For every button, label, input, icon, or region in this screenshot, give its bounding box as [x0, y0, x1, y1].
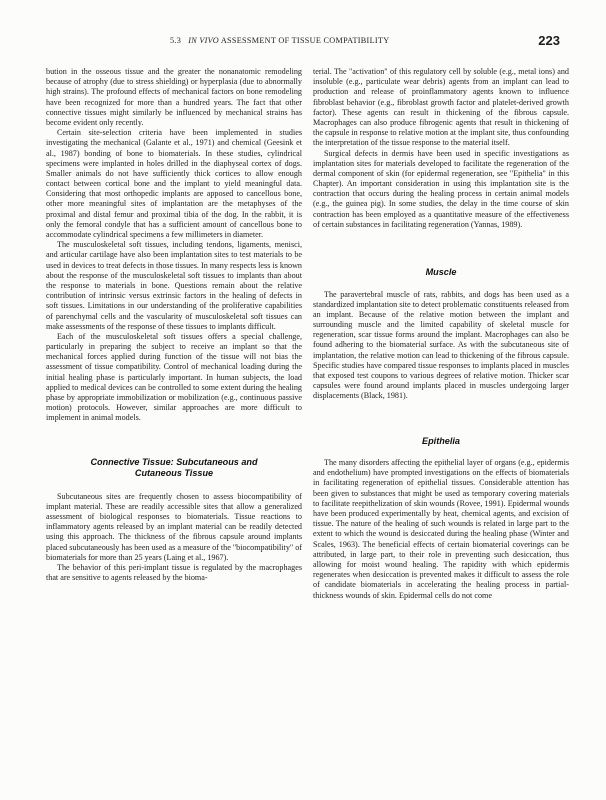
running-head-rest: ASSESSMENT OF TISSUE COMPATIBILITY — [220, 36, 390, 45]
paragraph: bution in the osseous tissue and the greater the nonanatomic remodeling because of atrophy (due to stress shielding) or hyperplasia (due to abnormally high strains). The profound effects of mechanical factors on bone remodeling have been recognized for more than a hundred years. The fact that other connective tissues might similarly be influenced by mechanical strains has become evident only recently. — [46, 67, 302, 127]
heading-line: Cutaneous Tissue — [134, 468, 214, 479]
paragraph: Each of the musculoskeletal soft tissues offers a special challenge, particularly in preparing the subject to receive an implant so that the mechanical forces applied during function of the tissue will not bias the assessment of tissue compatibility. Control of mechanical loading during the initial healing phase is particularly important. In human subjects, the load applied to medical devices can be controlled to some extent during the healing phase by appropriate immobilization or mobilization (e.g., continuous passive motion) protocols. However, similar approaches are more difficult to implement in animal models. — [46, 331, 302, 423]
right-column — [313, 67, 569, 601]
paragraph: Surgical defects in dermis have been used in specific investigations as implantation sites for materials developed to facilitate the regeneration of the dermal component of skin (for epidermal regeneration, see "Epithelia" in this Chapter). An important consideration in using this implantation site is the contraction that occurs during the healing process in certain animal models (e.g., the guinea pig). In some studies, the delay in the time course of skin contraction has been employed as a quantitative measure of the effectiveness of certain substances in facilitating regeneration (Yannas, 1989). — [313, 148, 569, 229]
paragraph: The paravertebral muscle of rats, rabbits, and dogs has been used as a standardized implantation site to detect problematic constituents released from an implant. Because of the relative motion between the implant and surrounding muscle and the limited capability of skeletal muscle for regeneration, scar tissue forms around the implant. Macrophages can also be found adhering to the biomaterial surface. As with the subcutaneous site of implantation, the relative motion can lead to thickening of the fibrous capsule. Specific studies have compared tissue responses to implants placed in muscles that exposed test coupons to various degrees of relative motion. Thicker scar capsules were found around implants placed in muscles undergoing larger displacements (Black, 1981). — [313, 289, 569, 401]
running-head — [0, 33, 606, 52]
running-head-title — [170, 36, 389, 45]
paragraph: Certain site-selection criteria have been implemented in studies investigating the mechanical (Galante et al., 1971) and chemical (Geesink et al., 1987) bonding of bone to biomaterials. In these studies, cylindrical specimens were implanted in holes drilled in the diaphyseal cortex of dogs. Smaller animals do not have sufficiently thick cortices to allow enough contact between cortical bone and the implant to yield meaningful data. Considering that most orthopedic implants are apposed to cancellous bone, other more meaningful sites of implantation are the metaphyses of the proximal and distal femur and proximal tibia of the dog. In the rabbit, it is only the femoral condyle that has a sufficient amount of cancellous bone to accommodate cylindrical specimens a few millimeters in diameter. — [46, 128, 302, 239]
running-head-italic: IN VIVO — [188, 36, 219, 45]
left-column — [46, 67, 302, 583]
paragraph: The many disorders affecting the epithelial layer of organs (e.g., epidermis and endothelium) have prompted investigations on the effects of biomaterials in facilitating regeneration of epithelial tissues. Considerable attention has been given to substances that might be used as temporary covering materials to facilitate reepithelization of skin wounds (Rovee, 1991). Epidermal wounds have been produced experimentally by heat, chemical agents, and excision of tissue. The nature of the healing of such wounds is related in large part to the extent to which the wound is desiccated during the healing phase (Winter and Scales, 1963). The beneficial effects of certain biomaterial coverings can be attributed, in large part, to their role in preventing such desiccation, thus allowing for moist wound healing. The rapidity with which epidermis regenerates when desiccation is prevented makes it difficult to assess the role of candidate biomaterials in accelerating the healing process in partial-thickness wounds of skin. Epidermal cells do not come — [313, 458, 569, 600]
section-heading-epithelia: Epithelia — [422, 435, 460, 446]
section-heading-muscle: Muscle — [425, 267, 457, 277]
heading-line: Connective Tissue: Subcutaneous and — [90, 456, 258, 467]
section-heading-connective-tissue — [46, 457, 302, 480]
paragraph: The musculoskeletal soft tissues, including tendons, ligaments, menisci, and articular cartilage have also been implantation sites to test materials to be used in devices to treat defects in those tissues. In many respects less is known about the response of the musculoskeletal soft tissues to implants than about the response to materials in bone. Questions remain about the relative contribution of intrinsic versus extrinsic factors in the healing of defects in soft tissues. Limitations in our understanding of the proliferative capabilities of parenchymal cells and the vascularity of musculoskeletal soft tissues can make assessments of the response of these tissues to implants difficult. — [46, 240, 302, 331]
paragraph: terial. The "activation" of this regulatory cell by soluble (e.g., metal ions) and insoluble (e.g., particulate wear debris) agents from an implant can lead to production and release of proinflammatory agents known to influence fibroblast behavior (e.g., fibroblast growth factor and platelet-derived growth factor). These agents can result in thickening of the fibrous capsule. Macrophages can also produce fibrogenic agents that result in thickening of the capsule in response to relative motion at the implant site, thus confounding the interpretation of the tissue response to the material itself. — [313, 67, 569, 148]
page-number: 223 — [538, 33, 560, 48]
paragraph: The behavior of this peri-implant tissue is regulated by the macrophages that are sensitive to agents released by the bioma- — [46, 562, 302, 583]
paragraph: Subcutaneous sites are frequently chosen to assess biocompatibility of implant material. These are readily accessible sites that allow a generalized assessment of biological responses to biomaterials. Tissue reactions to inflammatory agents released by an implant material can be readily detected using this approach. The thickness of the fibrous capsule around implants placed subcutaneously has been used as a measure of the "biocompatibility" of biomaterials for more than 25 years (Laing et al., 1967). — [46, 491, 302, 562]
section-number: 5.3 — [170, 36, 182, 45]
